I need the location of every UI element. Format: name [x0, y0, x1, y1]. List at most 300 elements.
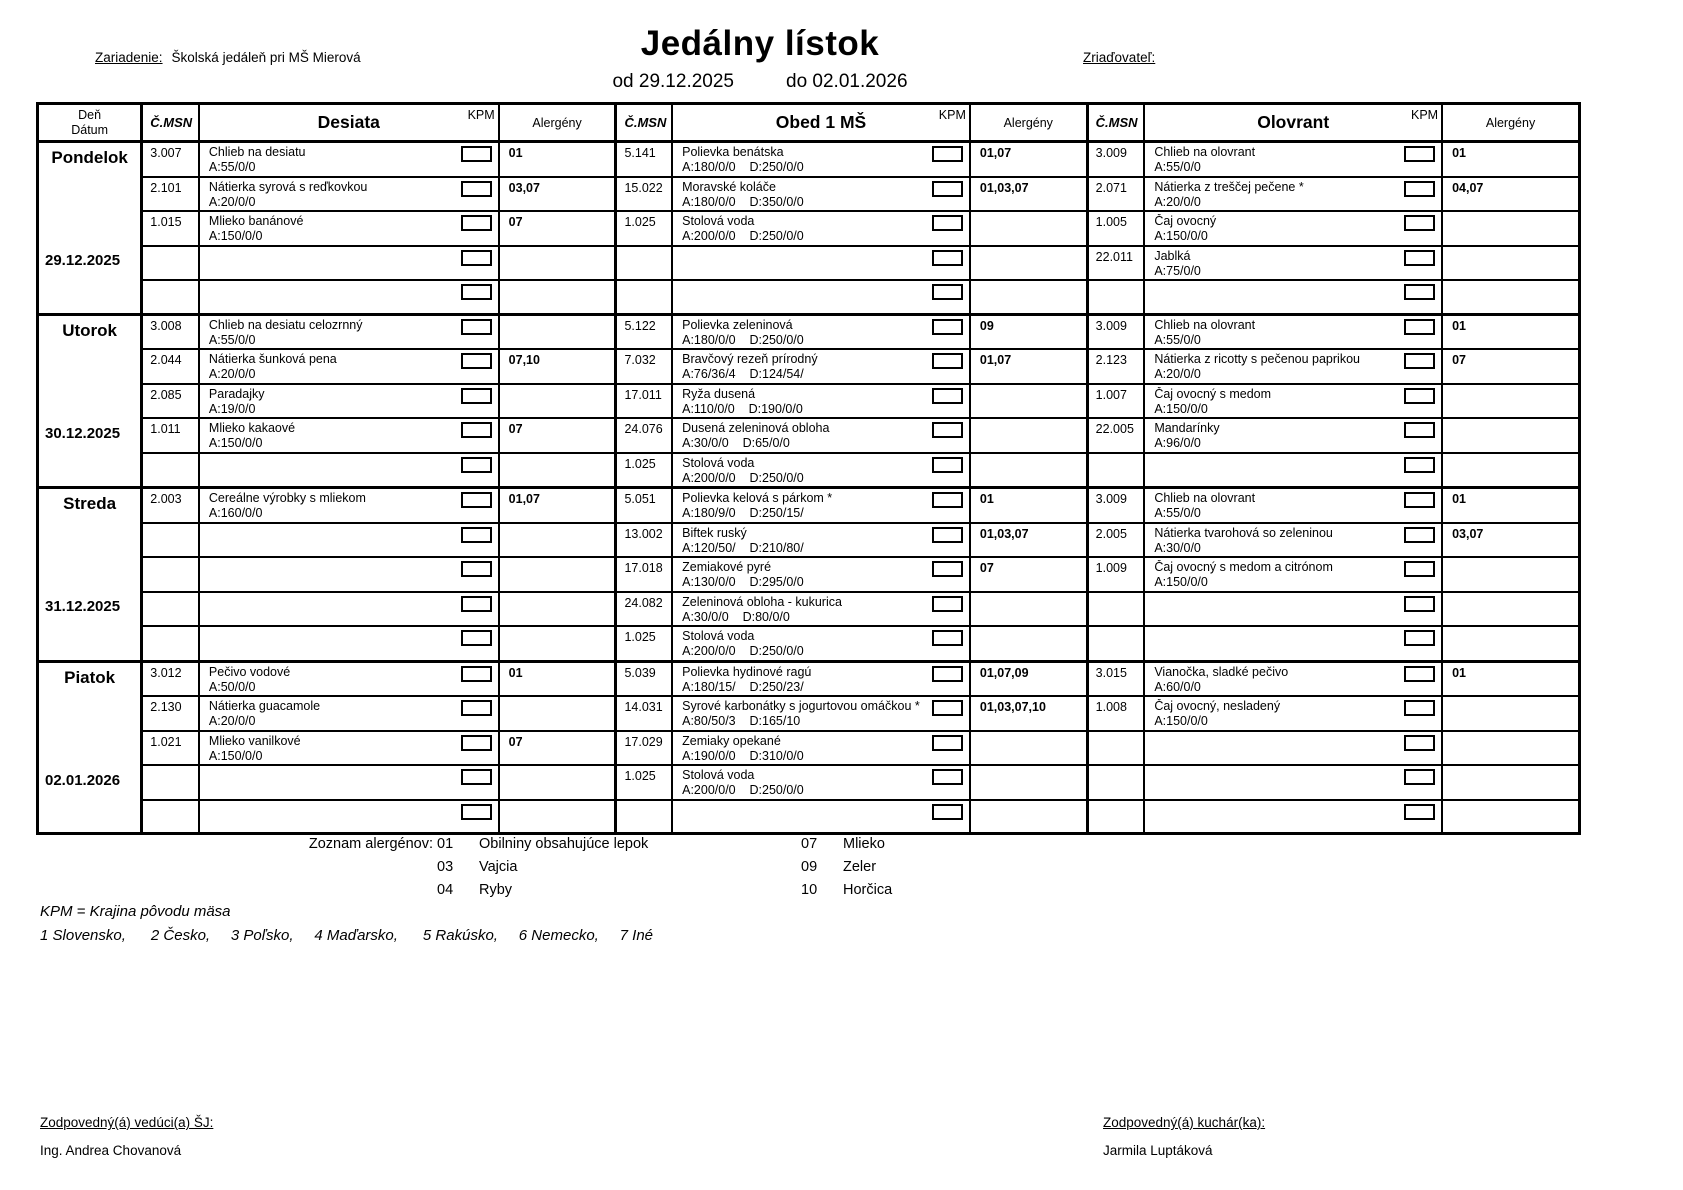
allergen-value: 03,07: [499, 177, 616, 212]
allergen-value: 01,07: [499, 488, 616, 523]
menu-row: [38, 523, 1580, 558]
kpm-checkbox: [932, 319, 963, 335]
dish-cell: [672, 418, 970, 453]
day-name: Piatok: [64, 667, 116, 687]
allergen-value: 07: [499, 418, 616, 453]
dish-code: 1.021: [142, 731, 199, 766]
dish-name: Chlieb na olovrant: [1154, 491, 1256, 505]
kpm-checkbox: [461, 388, 492, 404]
cook-signature-label: Zodpovedný(á) kuchár(ka):: [1103, 1115, 1266, 1130]
dish-cell: [199, 523, 499, 558]
dish-cell: [199, 626, 499, 661]
allergen-value: [499, 453, 616, 488]
kpm-checkbox: [1404, 769, 1435, 785]
kpm-country-list: 1 Slovensko, 2 Česko, 3 Poľsko, 4 Maďarsko, 5 Rakúsko, 6 Nemecko, 7 Iné: [40, 927, 654, 944]
dish-name: Vianočka, sladké pečivo: [1154, 664, 1289, 679]
dish-name: Zemiaky opekané: [682, 733, 781, 748]
kpm-checkbox: [461, 735, 492, 751]
dish-code: 5.122: [616, 314, 672, 349]
date-range: [0, 71, 1520, 93]
kpm-checkbox: [932, 492, 963, 508]
dish-cell: [1144, 384, 1442, 419]
kpm-checkbox: [932, 561, 963, 577]
dish-cell: [672, 731, 970, 766]
dish-code: [142, 592, 199, 627]
kpm-checkbox: [461, 181, 492, 197]
cook-name: Jarmila Luptáková: [1103, 1143, 1213, 1158]
day-cell: [38, 142, 142, 315]
dish-cell: [1144, 453, 1442, 488]
dish-cell: [672, 765, 970, 800]
menu-row: [38, 592, 1580, 627]
dish-portions: A:150/0/0: [1154, 714, 1208, 729]
dish-cell: [1144, 557, 1442, 592]
dish-cell: [1144, 592, 1442, 627]
allergen-name: Mlieko: [843, 836, 885, 852]
alergeny-header-obed: Alergény: [970, 104, 1087, 142]
dish-portions: A:150/0/0: [208, 229, 263, 244]
menu-row: [38, 696, 1580, 731]
day-date: 31.12.2025: [45, 598, 121, 615]
kpm-checkbox: [461, 492, 492, 508]
day-date: 30.12.2025: [45, 424, 121, 442]
manager-signature-label: Zodpovedný(á) vedúci(a) ŠJ:: [40, 1115, 214, 1130]
allergen-value: [970, 418, 1087, 453]
kpm-checkbox: [461, 422, 492, 438]
allergen-value: 01: [499, 142, 616, 177]
allergen-name: Ryby: [479, 882, 513, 898]
allergen-value: [970, 626, 1087, 661]
allergen-value: [1442, 800, 1579, 834]
dish-cell: [1144, 246, 1442, 281]
day-date: 02.01.2026: [45, 771, 121, 789]
dish-cell: [199, 211, 499, 246]
dish-code: 14.031: [616, 696, 672, 731]
allergen-value: [499, 557, 616, 592]
dish-portions: A:20/0/0: [208, 367, 256, 382]
menu-row: [38, 557, 1580, 592]
dish-cell: [672, 177, 970, 212]
dish-code: [1087, 453, 1144, 488]
zariadenie-label: Zariadenie:: [95, 50, 163, 65]
allergen-value: [1442, 418, 1579, 453]
dish-portions: A:190/0/0 D:310/0/0: [682, 748, 804, 763]
kpm-checkbox: [461, 769, 492, 785]
kpm-checkbox: [461, 250, 492, 266]
dish-portions: A:30/0/0 D:65/0/0: [682, 436, 790, 451]
dish-portions: A:30/0/0 D:80/0/0: [682, 609, 790, 624]
date-to: do 02.01.2026: [786, 71, 908, 92]
dish-cell: [1144, 626, 1442, 661]
dish-cell: [1144, 661, 1442, 696]
day-name: Streda: [63, 494, 117, 513]
menu-table: [36, 102, 1581, 835]
dish-cell: [672, 246, 970, 281]
dish-code: 5.039: [616, 661, 672, 696]
dish-portions: A:150/0/0: [1154, 401, 1208, 416]
dish-code: 22.011: [1087, 246, 1144, 281]
dish-cell: [199, 349, 499, 384]
kpm-checkbox: [1404, 561, 1435, 577]
dish-name: Moravské koláče: [682, 179, 776, 194]
kpm-checkbox: [932, 735, 963, 751]
zriadovatel-label: Zriaďovateľ:: [1083, 50, 1156, 65]
allergen-value: [1442, 280, 1579, 314]
dish-cell: [1144, 765, 1442, 800]
dish-cell: [1144, 280, 1442, 314]
kpm-checkbox: [461, 353, 492, 369]
dish-name: Čaj ovocný, nesladený: [1154, 699, 1281, 713]
allergen-value: [499, 626, 616, 661]
dish-portions: A:150/0/0: [1154, 575, 1208, 590]
dish-code: 1.025: [616, 765, 672, 800]
dish-code: 2.085: [142, 384, 199, 419]
kpm-checkbox: [461, 700, 492, 716]
allergen-value: [1442, 211, 1579, 246]
dish-portions: A:130/0/0 D:295/0/0: [682, 575, 804, 590]
dish-code: 3.015: [1087, 661, 1144, 696]
kpm-checkbox: [932, 769, 963, 785]
dish-portions: A:60/0/0: [1154, 679, 1201, 694]
kpm-checkbox: [1404, 146, 1435, 162]
dish-portions: A:19/0/0: [208, 401, 256, 416]
dish-code: 13.002: [616, 523, 672, 558]
allergen-value: [499, 384, 616, 419]
dish-code: 17.029: [616, 731, 672, 766]
dish-portions: A:150/0/0: [208, 748, 263, 763]
dish-code: 7.032: [616, 349, 672, 384]
allergen-value: 01,07: [970, 142, 1087, 177]
day-date: 29.12.2025: [45, 252, 121, 269]
dish-portions: A:150/0/0: [1154, 229, 1208, 244]
dish-code: [142, 800, 199, 834]
kpm-checkbox: [932, 181, 963, 197]
dish-portions: A:80/50/3 D:165/10: [682, 714, 801, 729]
dish-name: Chlieb na olovrant: [1154, 317, 1256, 332]
allergen-value: 01: [1442, 488, 1579, 523]
day-name: Utorok: [62, 320, 118, 340]
dish-cell: [1144, 696, 1442, 731]
allergen-number: 04: [437, 882, 454, 898]
dish-name: Polievka hydinové ragú: [682, 664, 812, 679]
dish-portions: A:200/0/0 D:250/0/0: [682, 470, 804, 485]
dish-portions: A:55/0/0: [1154, 160, 1201, 175]
dish-cell: [672, 280, 970, 314]
allergen-value: 01: [970, 488, 1087, 523]
dish-name: Pečivo vodové: [208, 664, 291, 679]
dish-portions: A:75/0/0: [1154, 263, 1201, 278]
dish-code: 3.009: [1087, 488, 1144, 523]
kpm-checkbox: [1404, 353, 1435, 369]
dish-portions: A:200/0/0 D:250/0/0: [682, 229, 804, 244]
dish-name: Zeleninová obloha - kukurica: [682, 594, 842, 609]
dish-code: 2.071: [1087, 177, 1144, 212]
dish-cell: [672, 696, 970, 731]
allergen-value: [1442, 592, 1579, 627]
menu-row: [38, 731, 1580, 766]
dish-code: [616, 280, 672, 314]
allergen-value: [499, 280, 616, 314]
dish-portions: A:180/0/0 D:350/0/0: [682, 194, 804, 209]
allergen-value: [499, 696, 616, 731]
kpm-checkbox: [932, 666, 963, 682]
dish-portions: A:55/0/0: [208, 160, 256, 175]
dish-portions: A:20/0/0: [208, 714, 256, 729]
allergen-legend: [283, 833, 892, 902]
dish-name: Stolová voda: [682, 455, 755, 470]
dish-name: Stolová voda: [682, 214, 755, 228]
allergen-value: [970, 800, 1087, 834]
kpm-checkbox: [461, 804, 492, 820]
dish-code: 22.005: [1087, 418, 1144, 453]
menu-row: [38, 661, 1580, 696]
dish-portions: A:50/0/0: [208, 679, 256, 694]
allergen-number: 07: [801, 836, 818, 852]
kpm-checkbox: [932, 284, 963, 300]
dish-cell: [199, 488, 499, 523]
kpm-header-obed: KPM: [938, 108, 966, 122]
dish-code: [616, 246, 672, 281]
dish-cell: [672, 523, 970, 558]
kpm-checkbox: [932, 527, 963, 543]
allergen-value: 01: [499, 661, 616, 696]
dish-name: Stolová voda: [682, 629, 755, 643]
dish-portions: A:160/0/0: [208, 506, 263, 521]
dish-code: 2.005: [1087, 523, 1144, 558]
dish-name: Mlieko vanilkové: [208, 733, 301, 748]
day-cell: [38, 661, 142, 834]
kpm-checkbox: [932, 457, 963, 473]
dish-cell: [1144, 488, 1442, 523]
kpm-legend-title: KPM = Krajina pôvodu mäsa: [40, 903, 231, 920]
dish-name: Ryža dusená: [682, 386, 756, 401]
dish-name: Dusená zeleninová obloha: [682, 421, 830, 435]
alergeny-header-olovrant: Alergény: [1442, 104, 1579, 142]
allergen-value: [970, 280, 1087, 314]
dish-name: Paradajky: [208, 386, 265, 401]
dish-code: 3.008: [142, 314, 199, 349]
day-name: Pondelok: [51, 148, 128, 167]
kpm-checkbox: [932, 630, 963, 646]
menu-row: [38, 384, 1580, 419]
menu-row: [38, 488, 1580, 523]
kpm-checkbox: [461, 596, 492, 612]
dish-cell: [672, 211, 970, 246]
day-header-line2: Dátum: [71, 122, 109, 137]
dish-name: Polievka zeleninová: [682, 317, 793, 332]
dish-name: Chlieb na desiatu celozrnný: [208, 317, 363, 332]
allergen-value: [499, 246, 616, 281]
allergen-value: [970, 384, 1087, 419]
dish-portions: A:110/0/0 D:190/0/0: [682, 401, 803, 416]
dish-portions: A:180/9/0 D:250/15/: [682, 506, 804, 521]
day-cell: [38, 488, 142, 662]
dish-code: 24.082: [616, 592, 672, 627]
dish-cell: [199, 314, 499, 349]
dish-cell: [672, 557, 970, 592]
allergen-value: [1442, 696, 1579, 731]
menu-table-body: [38, 142, 1580, 834]
dish-cell: [199, 177, 499, 212]
menu-row: [38, 453, 1580, 488]
dish-cell: [1144, 800, 1442, 834]
dish-name: Chlieb na desiatu: [208, 145, 306, 159]
allergen-value: 07,10: [499, 349, 616, 384]
menu-row: [38, 246, 1580, 281]
dish-name: Mlieko kakaové: [208, 421, 296, 435]
kpm-checkbox: [461, 146, 492, 162]
dish-name: Bravčový rezeň prírodný: [682, 352, 818, 366]
kpm-checkbox: [1404, 804, 1435, 820]
allergen-value: 01,03,07,10: [970, 696, 1087, 731]
kpm-legend: [40, 903, 653, 944]
cook-signature-block: [1103, 1115, 1274, 1158]
kpm-checkbox: [1404, 388, 1435, 404]
olovrant-header: [1144, 104, 1442, 142]
zriadovatel-block: [1083, 50, 1164, 65]
dish-cell: [199, 418, 499, 453]
dish-code: 1.008: [1087, 696, 1144, 731]
dish-name: Biftek ruský: [682, 525, 747, 540]
kpm-checkbox: [461, 666, 492, 682]
dish-code: 2.003: [142, 488, 199, 523]
allergen-legend-label: [283, 856, 433, 879]
dish-code: [1087, 731, 1144, 766]
dish-code: 24.076: [616, 418, 672, 453]
dish-code: 1.007: [1087, 384, 1144, 419]
dish-code: [142, 557, 199, 592]
zariadenie-value: Školská jedáleň pri MŠ Mierová: [171, 50, 361, 65]
allergen-value: [1442, 765, 1579, 800]
dish-code: 17.011: [616, 384, 672, 419]
dish-code: 1.025: [616, 626, 672, 661]
cmsn-header-desiata: Č.MSN: [142, 104, 199, 142]
allergen-name: Vajcia: [479, 859, 518, 875]
dish-code: [142, 626, 199, 661]
menu-row: [38, 626, 1580, 661]
dish-portions: A:200/0/0 D:250/0/0: [682, 783, 804, 798]
dish-name: Nátierka guacamole: [208, 699, 321, 713]
cmsn-header-obed: Č.MSN: [616, 104, 672, 142]
allergen-name: Zeler: [843, 859, 877, 875]
dish-code: [142, 280, 199, 314]
kpm-checkbox: [1404, 630, 1435, 646]
allergen-value: 01,03,07: [970, 177, 1087, 212]
dish-name: Polievka benátska: [682, 145, 784, 159]
dish-portions: A:55/0/0: [1154, 332, 1201, 347]
dish-cell: [672, 453, 970, 488]
dish-code: 1.015: [142, 211, 199, 246]
dish-cell: [199, 453, 499, 488]
dish-cell: [1144, 418, 1442, 453]
dish-cell: [672, 314, 970, 349]
dish-code: [616, 800, 672, 834]
obed-title: Obed 1 MŠ: [775, 112, 867, 132]
kpm-checkbox: [932, 353, 963, 369]
menu-row: [38, 349, 1580, 384]
dish-code: 2.130: [142, 696, 199, 731]
kpm-checkbox: [932, 215, 963, 231]
dish-cell: [672, 142, 970, 177]
obed-header: [672, 104, 970, 142]
dish-name: Čaj ovocný s medom: [1154, 386, 1272, 401]
dish-code: 1.011: [142, 418, 199, 453]
dish-cell: [1144, 731, 1442, 766]
dish-portions: A:150/0/0: [208, 436, 263, 451]
dish-name: Mlieko banánové: [208, 214, 304, 228]
allergen-name: Obilniny obsahujúce lepok: [479, 836, 649, 852]
dish-name: Nátierka šunková pena: [208, 352, 337, 366]
allergen-value: [499, 592, 616, 627]
dish-cell: [199, 731, 499, 766]
allergen-name: Horčica: [843, 882, 893, 898]
menu-row: [38, 314, 1580, 349]
allergen-value: 04,07: [1442, 177, 1579, 212]
dish-portions: A:55/0/0: [208, 332, 256, 347]
allergen-legend-label: [283, 879, 433, 902]
dish-code: [1087, 626, 1144, 661]
dish-code: 3.007: [142, 142, 199, 177]
dish-code: 3.012: [142, 661, 199, 696]
dish-cell: [1144, 211, 1442, 246]
dish-name: Čaj ovocný: [1154, 214, 1217, 228]
dish-portions: A:55/0/0: [1154, 506, 1201, 521]
menu-row: [38, 765, 1580, 800]
dish-code: 17.018: [616, 557, 672, 592]
dish-portions: A:180/0/0 D:250/0/0: [682, 332, 804, 347]
dish-cell: [1144, 349, 1442, 384]
dish-portions: A:120/50/ D:210/80/: [682, 540, 804, 555]
kpm-checkbox: [1404, 735, 1435, 751]
kpm-checkbox: [1404, 319, 1435, 335]
day-header-line1: Deň: [78, 107, 102, 122]
allergen-number: 03: [437, 859, 454, 875]
allergen-value: [499, 800, 616, 834]
kpm-checkbox: [461, 457, 492, 473]
allergen-value: [970, 211, 1087, 246]
allergen-number: 10: [801, 882, 818, 898]
dish-cell: [1144, 142, 1442, 177]
kpm-checkbox: [461, 319, 492, 335]
kpm-checkbox: [1404, 422, 1435, 438]
dish-cell: [199, 280, 499, 314]
dish-cell: [672, 349, 970, 384]
day-date-column-header: [38, 104, 142, 142]
allergen-value: [970, 731, 1087, 766]
dish-code: [142, 523, 199, 558]
kpm-checkbox: [461, 284, 492, 300]
dish-portions: A:180/15/ D:250/23/: [682, 679, 804, 694]
allergen-value: [970, 592, 1087, 627]
dish-code: 5.141: [616, 142, 672, 177]
dish-cell: [1144, 177, 1442, 212]
dish-portions: A:20/0/0: [1154, 194, 1201, 209]
dish-code: 1.005: [1087, 211, 1144, 246]
dish-portions: A:20/0/0: [1154, 367, 1201, 382]
kpm-checkbox: [1404, 215, 1435, 231]
dish-code: [1087, 765, 1144, 800]
dish-cell: [199, 592, 499, 627]
menu-row: [38, 211, 1580, 246]
allergen-value: 07: [970, 557, 1087, 592]
allergen-value: 01,07,09: [970, 661, 1087, 696]
dish-code: 1.025: [616, 211, 672, 246]
dish-code: [142, 246, 199, 281]
allergen-legend-label: Zoznam alergénov:: [308, 836, 433, 852]
dish-portions: A:76/36/4 D:124/54/: [682, 367, 804, 382]
dish-portions: A:30/0/0: [1154, 540, 1201, 555]
dish-name: Čaj ovocný s medom a citrónom: [1154, 560, 1333, 574]
